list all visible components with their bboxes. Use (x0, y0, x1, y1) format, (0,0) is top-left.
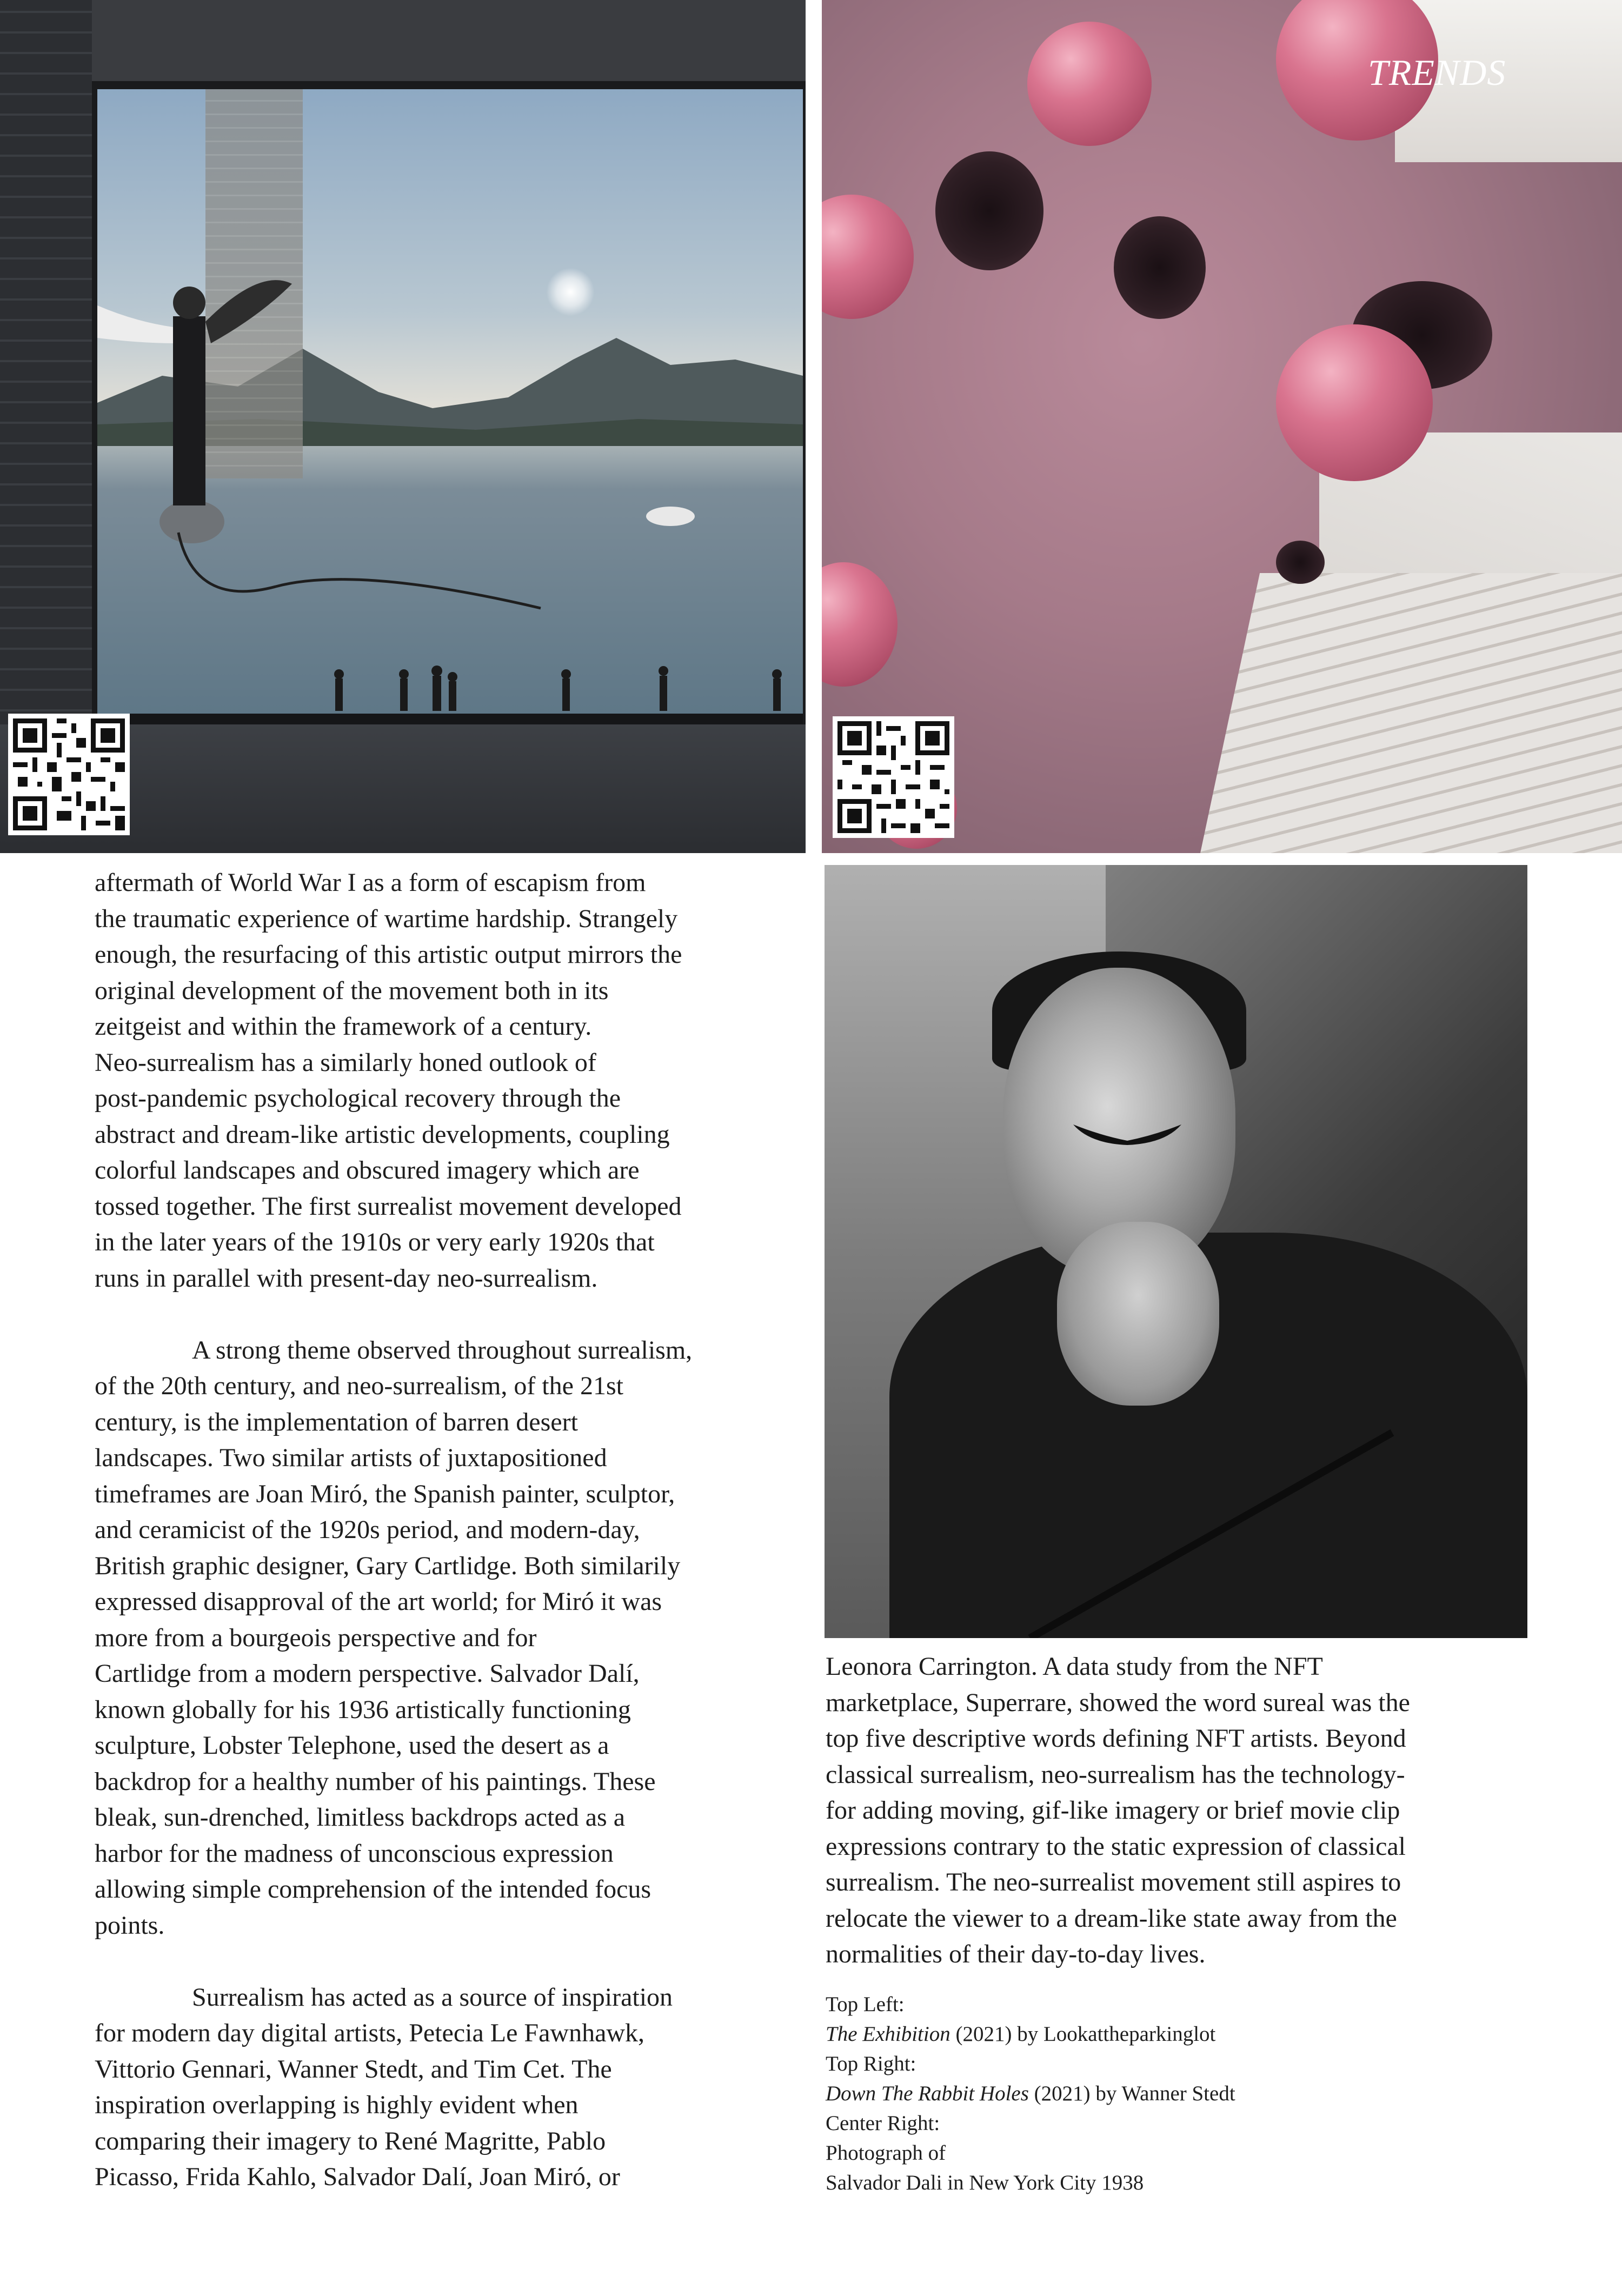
text-line: of the 20th century, and neo-surrealism, of the 21st (95, 1372, 623, 1400)
text-line: post-pandemic psychological recovery through the (95, 1084, 621, 1113)
text-line: zeitgeist and within the framework of a century. (95, 1012, 592, 1041)
text-line: Picasso, Frida Kahlo, Salvador Dalí, Joan Miró, or (95, 2162, 620, 2191)
text-line: sculpture, Lobster Telephone, used the desert as a (95, 1731, 609, 1760)
text-line: top five descriptive words defining NFT artists. Beyond (826, 1724, 1406, 1753)
caption-center-right-line1: Photograph of (826, 2141, 946, 2165)
text-line: enough, the resurfacing of this artistic output mirrors the (95, 940, 682, 969)
image-captions (826, 1989, 1420, 2198)
rock-hole (1114, 216, 1206, 319)
section-label: TRENDS (1368, 52, 1506, 93)
artwork-down-the-rabbit-holes (822, 0, 1622, 853)
caption-top-right-title: Down The Rabbit Holes (826, 2082, 1029, 2105)
text-line: aftermath of World War I as a form of escapism from (95, 868, 646, 897)
text-line: allowing simple comprehension of the intended focus (95, 1875, 652, 1904)
qr-code[interactable] (833, 716, 954, 838)
text-line: harbor for the madness of unconscious expression (95, 1839, 614, 1868)
caption-center-right-label: Center Right: (826, 2112, 940, 2135)
article-paragraph (95, 1980, 781, 2195)
text-line: abstract and dream-like artistic developments, coupling (95, 1120, 670, 1149)
lake-view (97, 89, 803, 724)
text-line: landscapes. Two similar artists of juxtapositioned (95, 1443, 607, 1472)
text-line: surrealism. The neo-surrealist movement still aspires to (826, 1868, 1401, 1896)
article-right-column (826, 1649, 1518, 1973)
text-line: known globally for his 1936 artistically functioning (95, 1695, 631, 1724)
caption-top-left-credit: (2021) by Lookattheparkinglot (950, 2022, 1216, 2046)
pink-sphere (822, 195, 914, 319)
qr-code-pattern (833, 716, 954, 838)
text-line: and ceramicist of the 1920s period, and modern-day, (95, 1515, 640, 1544)
artwork-the-exhibition (0, 0, 806, 853)
qr-code-pattern (8, 714, 130, 835)
text-line: colorful landscapes and obscured imagery which are (95, 1156, 640, 1184)
text-line: tossed together. The first surrealist movement developed (95, 1192, 682, 1221)
caption-center-right-line2: Salvador Dali in New York City 1938 (826, 2171, 1144, 2194)
article-paragraph (95, 1333, 781, 1944)
text-line: for adding moving, gif-like imagery or brief movie clip (826, 1796, 1400, 1825)
walking-cane (825, 865, 1527, 1638)
text-line: expressions contrary to the static expression of classical (826, 1832, 1406, 1861)
stone-stairs (1200, 573, 1622, 853)
rock-hole (935, 151, 1043, 270)
article-paragraph (95, 865, 781, 1296)
text-line: Leonora Carrington. A data study from the NFT (826, 1652, 1323, 1681)
text-line: century, is the implementation of barren desert (95, 1407, 578, 1436)
text-line: inspiration overlapping is highly evident when (95, 2091, 579, 2119)
text-line: A strong theme observed throughout surrealism, (192, 1335, 693, 1365)
caption-top-left-title: The Exhibition (826, 2022, 950, 2046)
text-line: timeframes are Joan Miró, the Spanish painter, sculptor, (95, 1479, 675, 1508)
rock-hole (1276, 541, 1325, 584)
text-line: Neo-surrealism has a similarly honed outlook of (95, 1048, 596, 1077)
text-line: expressed disapproval of the art world; for Miró it was (95, 1587, 662, 1616)
text-line: relocate the viewer to a dream-like state away from the (826, 1904, 1397, 1933)
paragraph-gap (95, 1944, 781, 1980)
text-line: comparing their imagery to René Magritte, Pablo (95, 2126, 606, 2155)
caption-top-right-label: Top Right: (826, 2052, 916, 2075)
text-line: marketplace, Superrare, showed the word sureal was the (826, 1688, 1410, 1717)
surreal-figure-scene (97, 89, 803, 724)
text-line: the traumatic experience of wartime hardship. Strangely (95, 904, 678, 933)
photo-salvador-dali (825, 865, 1527, 1638)
text-line: points. (95, 1911, 165, 1940)
text-line: bleak, sun-drenched, limitless backdrops acted as a (95, 1803, 625, 1832)
text-line: original development of the movement both in its (95, 976, 609, 1005)
text-line: Surrealism has acted as a source of inspiration (192, 1982, 673, 2012)
text-line: in the later years of the 1910s or very early 1920s that (95, 1228, 655, 1256)
caption-top-left (826, 2019, 1420, 2049)
caption-top-left-label: Top Left: (826, 1993, 905, 2016)
caption-top-right (826, 2079, 1420, 2108)
text-line: more from a bourgeois perspective and for (95, 1623, 537, 1652)
text-line: Vittorio Gennari, Wanner Stedt, and Tim Cet. The (95, 2054, 612, 2084)
pink-sphere (1027, 22, 1152, 146)
text-line: backdrop for a healthy number of his paintings. These (95, 1767, 656, 1796)
pink-sphere (1276, 324, 1433, 481)
text-line: classical surrealism, neo-surrealism has the technology- (826, 1760, 1405, 1789)
text-line: British graphic designer, Gary Cartlidge. Both similarily (95, 1551, 681, 1580)
text-line: Cartlidge from a modern perspective. Salvador Dalí, (95, 1659, 640, 1688)
window-sill (97, 714, 803, 726)
article-left-column (95, 865, 781, 2195)
text-line: for modern day digital artists, Petecia Le Fawnhawk, (95, 2019, 645, 2047)
text-line: normalities of their day-to-day lives. (826, 1940, 1206, 1968)
text-line: runs in parallel with present-day neo-surrealism. (95, 1263, 598, 1293)
pink-sphere (822, 562, 898, 687)
paragraph-gap (95, 1296, 781, 1333)
caption-top-right-credit: (2021) by Wanner Stedt (1028, 2082, 1235, 2105)
qr-code[interactable] (8, 714, 130, 835)
